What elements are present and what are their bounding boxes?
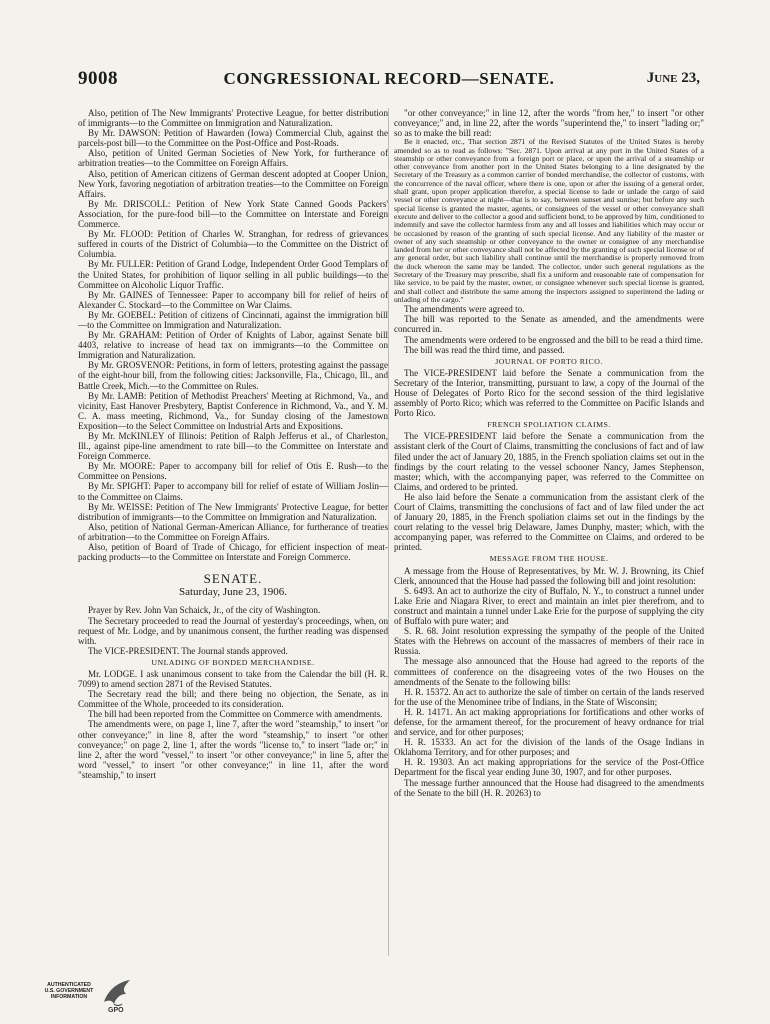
petition-paragraph: By Mr. DAWSON: Petition of Hawarden (Iowa) Commercial Club, against the parcels-post bill—to the Committee on the Post-Office and Post-Roads.: [78, 128, 388, 149]
petition-paragraph: By Mr. McKINLEY of Illinois: Petition of Ralph Jefferus et al., of Charleston, Ill., against pipe-line amendment to rate bill—to the Committee on Interstate and Foreign Commerce.: [78, 431, 388, 462]
petition-paragraph: By Mr. MOORE: Paper to accompany bill for relief of Otis E. Rush—to the Committee on Pensions.: [78, 461, 388, 482]
gpo-eagle-icon: [100, 976, 134, 1014]
bill-action: The bill was reported to the Senate as amended, and the amendments were concurred in.: [394, 314, 704, 335]
house-message-paragraph: H. R. 15372. An act to authorize the sale of timber on certain of the lands reserved for the use of the Menominee tribe of Indians, in the State of Wisconsin;: [394, 686, 704, 707]
amendment-continuation: "or other conveyance;" in line 12, after the words "from her," to insert "or other conveyance;" and, in line 22, after the words "superintend the," to insert "lading or;" so as to make the bill read:: [394, 108, 704, 139]
petition-paragraph: Also, petition of Board of Trade of Chicago, for efficient inspection of meat-packing products—to the Committee on Interstate and Foreign Commerce.: [78, 542, 388, 563]
petition-paragraph: By Mr. GAINES of Tennessee: Paper to accompany bill for relief of heirs of Alexander C. Stockard—to the Committee on War Claims.: [78, 289, 388, 310]
house-message-paragraph: H. R. 14171. An act making appropriations for fortifications and other works of defense, for the armament thereof, for the procurement of heavy ordnance for trial and service, and for other purposes;: [394, 706, 704, 738]
house-message-paragraph: H. R. 15333. An act for the division of the lands of the Osage Indians in Oklahoma Territory, and for other purposes; and: [394, 737, 704, 758]
section-heading-french-spoliation: FRENCH SPOLIATION CLAIMS.: [487, 420, 611, 430]
petition-paragraph: By Mr. FLOOD: Petition of Charles W. Stranghan, for redress of grievances suffered in courts of the District of Columbia—to the Committee on the District of Columbia.: [78, 229, 388, 260]
bill-action: The amendments were ordered to be engrossed and the bill to be read a third time.: [404, 334, 703, 345]
house-message-paragraph: The message further announced that the House had disagreed to the amendments of the Senate to the bill (H. R. 20263) to: [394, 777, 704, 798]
french-claims-paragraph: He also laid before the Senate a communication from the assistant clerk of the Court of Claims, transmitting the conclusions of fact and of law filed under the act of January 20, 1885, in the French spoliation claims set out in the findings by the court relating to the vessel brig Delaware, James Dunphy, master; which, with the accompanying paper, was referred to the Committee on Claims, and ordered to be printed.: [394, 491, 704, 553]
unlading-paragraph: The bill had been reported from the Committee on Commerce with amendments.: [88, 709, 383, 720]
right-column: [394, 108, 704, 958]
house-message-paragraph: H. R. 19303. An act making appropriations for the service of the Post-Office Department for the fiscal year ending June 30, 1907, and for other purposes.: [394, 757, 704, 778]
petition-paragraph: Also, petition of The New Immigrants' Protective League, for better distribution of immigrants—to the Committee on Immigration and Naturalization.: [78, 108, 388, 129]
left-column: [78, 108, 388, 958]
page-header: [78, 68, 700, 92]
prayer-paragraph: Prayer by Rev. John Van Schaick, Jr., of the city of Washington.: [88, 605, 321, 616]
petition-paragraph: By Mr. LAMB: Petition of Methodist Preachers' Meeting at Richmond, Va., and vicinity, East Hanover Presbytery, Baptist Conference in Richmond, Va., and Y. M. C. A. mass meeting, Richmond, Va., for Sunday closing of the Jamestown Exposition—to the Select Committee on Industrial Arts and Expositions.: [78, 390, 388, 431]
page-title: CONGRESSIONAL RECORD—SENATE.: [223, 69, 555, 88]
journal-approved-paragraph: The VICE-PRESIDENT. The Journal stands approved.: [88, 645, 288, 656]
column-divider: [388, 108, 389, 956]
bill-text: Be it enacted, etc., That section 2871 of the Revised Statutes of the United States is hereby amended so as to read as follows: "Sec. 2871. Upon arrival at any port in the United States of a steamship or other conveyance from a foreign port or place, or upon the arrival of a steamship or other conveyance from another port in the United States belonging to a line designated by the Secretary of the Treasury as a common carrier of bonded merchandise, the collector of customs, with the concurrence of the naval officer, where there is one, upon or after the issuing of a general order, shall grant, upon proper application therefor, a special license to lade or unlade the cargo of said vessel or other conveyance at night—that is to say, between sunset and sunrise; but before any such special license is granted the master, agents, or consignees of the vessel or other conveyance shall execute and deliver to the collector a good and sufficient bond, to be approved by him, conditioned to indemnify and save the collector harmless from any and all losses and liabilities which may occur or be occasioned by reason of the granting of such special license. And any liability of the master or owner of any such steamship or other conveyance to the owner or consignee of any merchandise landed from her or other conveyance shall not be affected by the granting of such special license or of any general order, but such liability shall continue until the merchandise is properly removed from the dock whereon the same may be landed. The collector, under such general regulations as the Secretary of the Treasury may prescribe, shall fix a uniform and reasonable rate of compensation for like service, to be paid by the master, owner, or consignee whenever such special license is granted, and shall collect and distribute the same among the inspectors assigned to superintend the lading or unlading of the cargo.": [394, 137, 704, 304]
petition-paragraph: Also, petition of American citizens of German descent adopted at Cooper Union, New York, favoring negotiation of arbitration treaties—to the Committee on Foreign Affairs.: [78, 168, 388, 199]
petition-paragraph: By Mr. SPIGHT: Paper to accompany bill for relief of estate of William Joslin—to the Committee on Claims.: [78, 481, 388, 502]
petition-paragraph: By Mr. FULLER: Petition of Grand Lodge, Independent Order Good Templars of the United States, for prohibition of liquor selling in all public buildings—to the Committee on Alcoholic Liquor Traffic.: [78, 259, 388, 290]
porto-rico-paragraph: The VICE-PRESIDENT laid before the Senate a communication from the Secretary of the Interior, transmitting, pursuant to law, a copy of the Journal of the House of Delegates of Porto Rico for the second session of the third legislative assembly of Porto Rico; which was referred to the Committee on Pacific Islands and Porto Rico.: [394, 367, 704, 419]
french-claims-paragraph: The VICE-PRESIDENT laid before the Senate a communication from the assistant clerk of the Court of Claims, transmitting the conclusions of fact and of law filed under the act of January 20, 1885, in the French spoliation claims set out in the findings by the court relating to the vessel schooner Nancy, James Stephenson, master; which, with the accompanying paper, was referred to the Committee on Claims, and ordered to be printed.: [394, 431, 704, 492]
page-number: 9008: [78, 68, 118, 89]
gpo-label: GPO: [108, 1007, 124, 1014]
unlading-paragraph: Mr. LODGE. I ask unanimous consent to take from the Calendar the bill (H. R. 7099) to amend section 2871 of the Revised Statutes.: [78, 668, 388, 690]
house-message-paragraph: A message from the House of Representatives, by Mr. W. J. Browning, its Chief Clerk, announced that the House had passed the following bill and joint resolution:: [394, 565, 704, 586]
house-message-paragraph: The message also announced that the House had agreed to the reports of the committees of conference on the disagreeing votes of the two Houses on the amendments of the Senate to the following bills:: [394, 656, 704, 687]
petition-paragraph: By Mr. GOEBEL: Petition of citizens of Cincinnati, against the immigration bill—to the Committee on Immigration and Naturalization.: [78, 309, 388, 330]
authentication-text: AUTHENTICATED U.S. GOVERNMENT INFORMATION: [44, 982, 94, 1000]
house-message-paragraph: S. R. 68. Joint resolution expressing the sympathy of the people of the United States with the Hebrews on account of the massacres of members of their race in Russia.: [394, 626, 704, 657]
house-message-paragraph: S. 6493. An act to authorize the city of Buffalo, N. Y., to construct a tunnel under Lake Erie and Niagara River, to erect and maintain an inlet pier therefrom, and to construct and maintain a tunnel under Lake Erie for the purpose of supplying the city of Buffalo with pure water; and: [394, 585, 704, 627]
journal-paragraph: The Secretary proceeded to read the Journal of yesterday's proceedings, when, on request of Mr. Lodge, and by unanimous consent, the further reading was dispensed with.: [78, 615, 388, 646]
petition-paragraph: By Mr. DRISCOLL: Petition of New York State Canned Goods Packers' Association, for the pure-food bill—to the Committee on Interstate and Foreign Commerce.: [78, 198, 388, 230]
petition-paragraph: By Mr. WEISSE: Petition of The New Immigrants' Protective League, for better distribution of immigrants—to the Committee on Immigration and Naturalization.: [78, 501, 388, 522]
unlading-paragraph: The Secretary read the bill; and there being no objection, the Senate, as in Committee of the Whole, proceeded to its consideration.: [78, 689, 388, 710]
petition-paragraph: Also, petition of United German Societies of New York, for furtherance of arbitration treaties—to the Committee on Foreign Affairs.: [78, 148, 388, 169]
section-heading-porto-rico: JOURNAL OF PORTO RICO.: [495, 356, 603, 366]
senate-heading: SENATE.: [203, 571, 263, 587]
petition-paragraph: Also, petition of National German-American Alliance, for furtherance of treaties of arbitration—to the Committee on Foreign Affairs.: [78, 521, 388, 542]
petition-paragraph: By Mr. GRAHAM: Petition of Order of Knights of Labor, against Senate bill 4403, relative to increase of head tax on immigrants—to the Committee on Immigration and Naturalization.: [78, 330, 388, 361]
header-date: June 23,: [646, 70, 700, 86]
section-heading-house-message: MESSAGE FROM THE HOUSE.: [489, 554, 609, 564]
section-heading-unlading: UNLADING OF BONDED MERCHANDISE.: [151, 657, 315, 667]
session-date-line: Saturday, June 23, 1906.: [178, 586, 288, 599]
petitions-list: [78, 108, 388, 562]
unlading-paragraph: The amendments were, on page 1, line 7, after the word "steamship," to insert "or other conveyance;" in line 8, after the word "steamship," to insert "or other conveyance;" on page 2, line 1, after the words "license to," to insert "lade or;" in line 2, after the word "vessel," to insert "or other conveyance;" in line 5, after the word "vessel," to insert "or other conveyance;" in line 11, after the word "steamship," to insert: [78, 719, 388, 780]
bill-action: The bill was read the third time, and passed.: [404, 344, 565, 355]
gpo-authentication-mark: [40, 976, 140, 1016]
petition-paragraph: By Mr. GROSVENOR: Petitions, in form of letters, protesting against the passage of the eight-hour bill, from the following cities: Jacksonville, Fla., Chicago, Ill., and Battle Creek, Mich.—to the Committee on Rules.: [78, 360, 388, 391]
bill-action: The amendments were agreed to.: [404, 304, 525, 315]
